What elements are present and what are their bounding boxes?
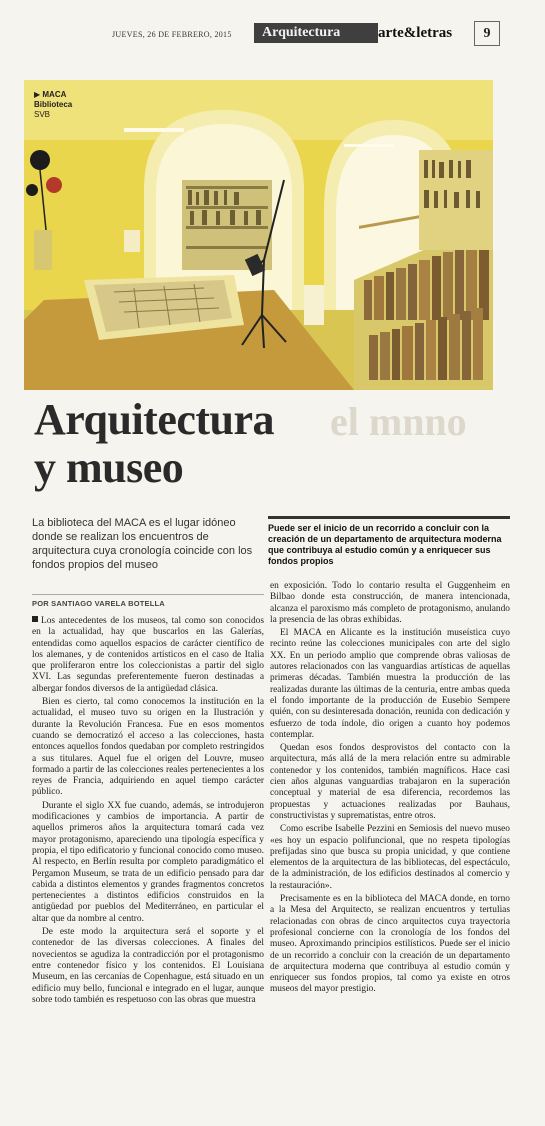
article-column-2 — [270, 581, 510, 1111]
paragraph: Precisamente es en la biblioteca del MACA donde, en torno a la Mesa del Arquitecto, se realizan encuentros y tertulias relacionadas con obras de cinco arquitectos cuya trayectoria profesional concierne con la cronología de los fondos del museo. Aproximando principios estilísticos. Puede ser el inicio de un recorrido a concluir con la creación de un departamento de arquitectura moderna que contribuya al estudio común y enriquecer sus fondos propios, tal como ya existe en otros museos del mayor prestigio. — [270, 894, 510, 995]
paragraph-marker-icon — [32, 616, 38, 622]
paragraph: Bien es cierto, tal como conocemos la institución en la actualidad, el museo tuvo su origen en la Ilustración y durante la Revolución Francesa. Fue en esos momentos cuando se democratizó el acceso a las colecciones, hasta entonces aquellos fondos quedaban por completo restringidos a sus titulares. Aquel fue el origen del Louvre, museo formado a partir de las colecciones reales pertenecientes a los reyes de Francia, adquiriendo en aquel tiempo carácter público. — [32, 697, 264, 798]
pull-quote: Puede ser el inicio de un recorrido a concluir con la creación de un departamento de arquitectura moderna que contribuya al estudio común y a enriquecer sus fondos propios — [268, 516, 510, 567]
caption-title: MACA — [42, 90, 67, 99]
caption-subtitle: Biblioteca — [34, 100, 73, 109]
article-lede: La biblioteca del MACA es el lugar idóneo donde se realizan los encuentros de arquitectura cuya cronología coincide con los fondos propios del museo — [32, 517, 253, 571]
photo-credit: SVB — [34, 110, 51, 119]
paragraph: Durante el siglo XX fue cuando, además, se introdujeron modificaciones y cambios de importancia. A partir de aquellos primeros años la arquitectura tomará cada vez mayor protagonismo, apareciendo una tipología específica y propia, el tipo edificatorio y funcional conocido como museo. Al respecto, en Berlín resulta por completo paradigmático el Pergamon Museum, se trata de un edificio pensado para dar cabida a distintos elementos y grandes fragmentos concretos pertenecientes a distintos edificios construidos en la antigüedad por pueblos del Mediterráneo, en particular el altar que da nombre al centro. — [32, 800, 264, 924]
play-triangle-icon: ▶ — [34, 90, 41, 99]
byline: POR SANTIAGO VARELA BOTELLA — [32, 594, 264, 608]
paragraph: El MACA en Alicante es la institución museística cuyo recinto reúne las colecciones municipales con arte del siglo XX. En un periodo amplio que comprende obras valiosas de autores relacionados con las vanguardias artísticas de aquellas primeras décadas. También muestra la producción de las realizadas durante las últimas de la centuria, entre ambas queda el fondo importante de la producción de Eusebio Sempere quién, con su desinteresada donación, reunida con dedicación y esfuerzo de toda índole, dio origen a cuanto hoy podemos contemplar. — [270, 628, 510, 740]
paragraph: De este modo la arquitectura será el soporte y el contenedor de las diversas colecciones. A finales del novecientos se agudiza la contradicción por el protagonismo entre contenedor físico y los contenidos. El Louisiana Museum, en las cercanías de Copenhague, está situado en un edificio muy bello, funcional e integrado en el lugar, aunque sobre todo también es respetuoso con las obras que muestra — [32, 927, 264, 1005]
page-number: 9 — [474, 21, 500, 46]
article-headline — [34, 396, 354, 492]
supplement-name: arte&letras — [378, 25, 453, 41]
bleed-through-text: el mnno — [330, 399, 467, 444]
paragraph: Como escribe Isabelle Pezzini en Semiosis del nuevo museo «es hoy un espacio polifuncional, que no respeta tipologías prefijadas sino que busca su propia unicidad, y que contiene elementos de la arquitectura de las bibliotecas, del espectáculo, de la administración, de los edificios destinados al comercio y la restauración». — [270, 824, 510, 891]
paragraph: Los antecedentes de los museos, tal como son conocidos en la actualidad, hay que buscarlos en las Galerías, entendidas como aquellos espacios de carácter científico de los alemanes, y de contenidos artísticos en el caso de Italia que proliferaron entre los coleccionistas a partir del siglo XVI. Las segundas preferentemente fueron destinadas a albergar fondos diversos de la antigüedad clásica. — [32, 616, 264, 694]
section-label: Arquitectura — [254, 23, 378, 43]
headline-line-1: Arquitectura — [34, 395, 275, 444]
library-photo-illustration — [24, 80, 493, 390]
paragraph: Quedan esos fondos desprovistos del contacto con la arquitectura, más allá de la mera relación entre su admirable contenedor y los contenidos, también magníficos. Hace casi cien años algunas vanguardias trabajaron en la superación conceptual y material de esa diferencia, recordemos las propuestas y actuaciones realizadas por Bauhaus, constructivistas y suprematistas, entre otros. — [270, 743, 510, 821]
issue-date: JUEVES, 26 DE FEBRERO, 2015 — [112, 30, 232, 39]
article-column-1 — [32, 616, 264, 1116]
headline-line-2: y museo — [34, 443, 184, 492]
photo-caption — [34, 90, 72, 120]
paragraph: en exposición. Todo lo contario resulta el Guggenheim en Bilbao donde esta construcción, de manera intencionada, alcanza el paroxismo más completo de protagonismo, anulando la presencia de las obras exhibidas. — [270, 581, 510, 625]
library-photo — [24, 80, 493, 390]
